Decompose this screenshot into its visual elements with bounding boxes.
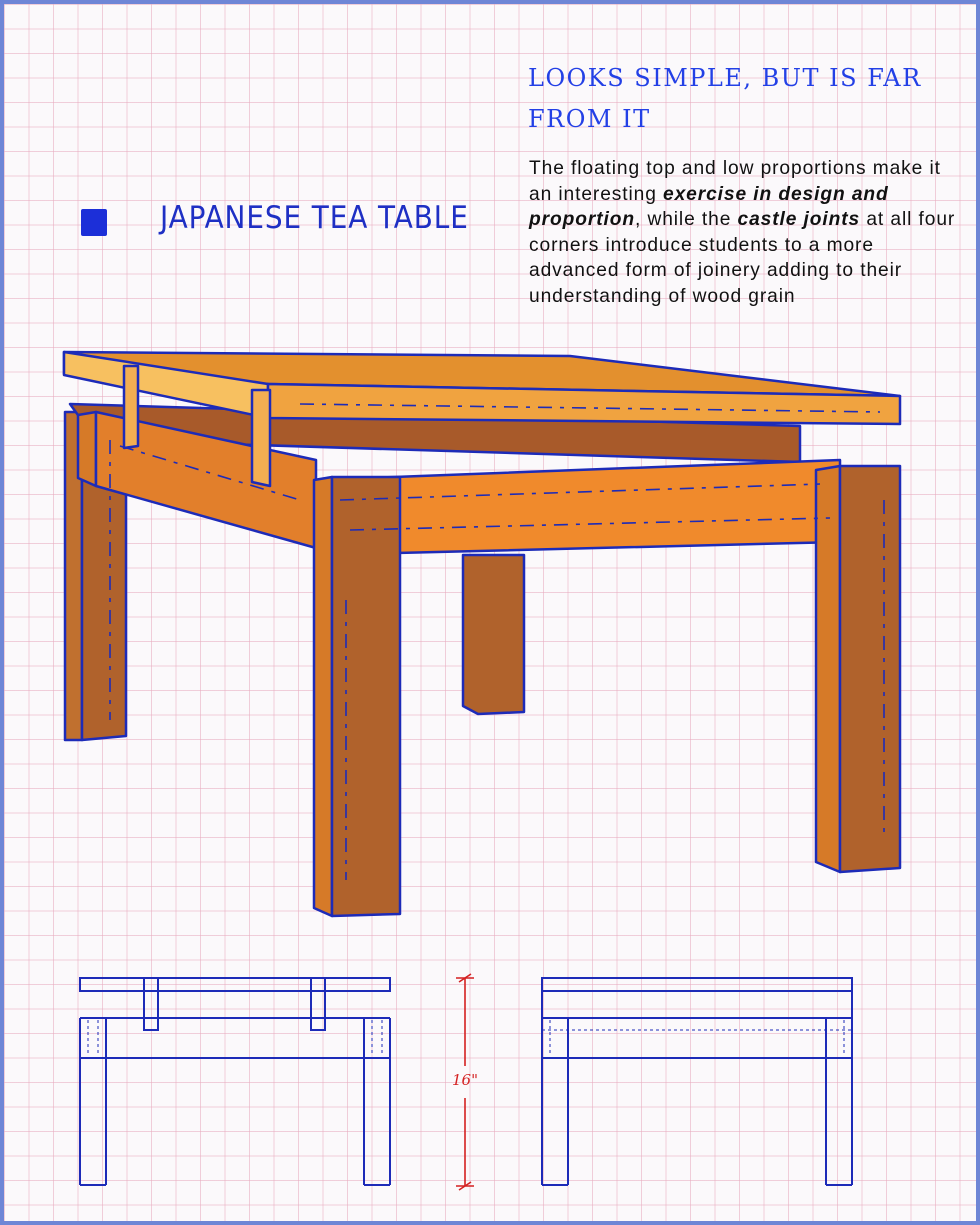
table-title: JAPANESE TEA TABLE [160,200,469,236]
height-dimension-label: 16" [452,1071,478,1089]
description-text: , while the [634,209,738,231]
apron-left [78,412,96,486]
description-text: at all four corners introduce students to a more advanced form of joinery adding to their understanding of wood grain [529,209,956,307]
description [529,156,959,310]
castle-joint [124,366,138,448]
leg-front-left [332,477,400,916]
emphasis-castle-joints: castle joints [737,209,861,231]
castle-joint [252,390,270,486]
leg-front-right [840,466,900,872]
headline: LOOKS SIMPLE, BUT IS FAR FROM IT [528,64,922,133]
emphasis-exercise: exercise in design and proportion [529,183,889,231]
side-elevation-drawing [532,968,862,1193]
title-marker [81,209,107,236]
front-elevation-drawing [70,968,400,1193]
tea-table-illustration [0,330,980,930]
description-text: The floating top and low proportions make it an interesting [529,158,941,205]
leg-back-right [463,555,524,714]
leg-front-right [816,466,840,872]
leg-front-left [314,477,332,916]
